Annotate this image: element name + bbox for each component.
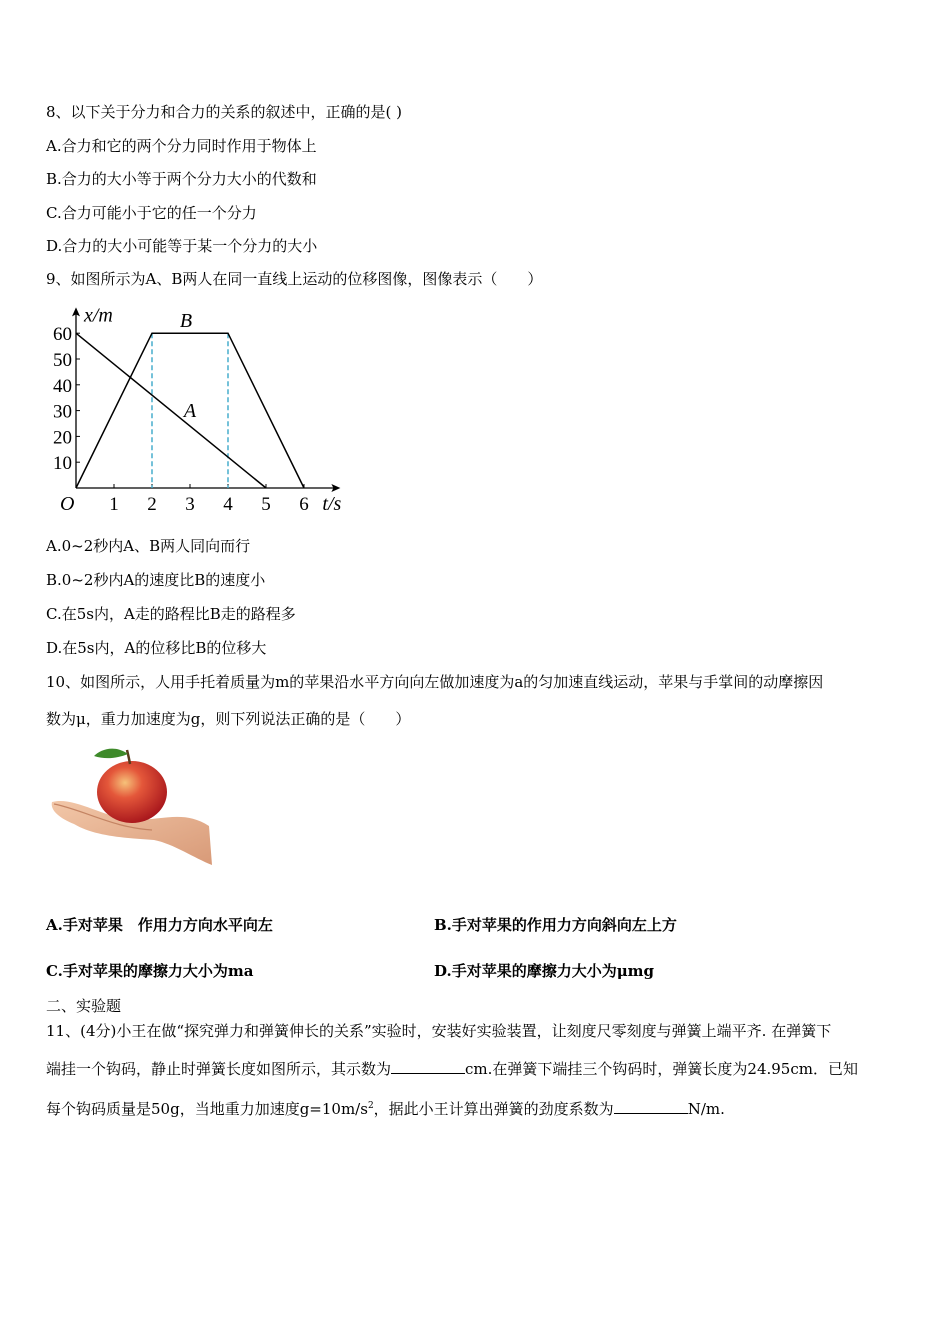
q10-option-b: B.手对苹果的作用力方向斜向左上方 <box>434 916 677 934</box>
series-line-a <box>76 333 266 488</box>
graph-axes <box>72 307 340 492</box>
q8-option-b: B.合力的大小等于两个分力大小的代数和 <box>46 170 317 188</box>
q9-option-d: D.在5s内，A的位移比B的位移大 <box>46 639 267 657</box>
q11-line2-part1: 端挂一个钩码，静止时弹簧长度如图所示，其示数为 <box>46 1060 392 1078</box>
q9-option-b: B.0~2秒内A的速度比B的速度小 <box>46 571 266 589</box>
displacement-time-graph <box>40 300 360 520</box>
q11-line3-part2: ，据此小王计算出弹簧的劲度系数为 <box>373 1100 614 1118</box>
q10-option-c: C.手对苹果的摩擦力大小为ma <box>46 962 254 980</box>
q10-option-d: D.手对苹果的摩擦力大小为μmg <box>434 962 655 980</box>
answer-blank-stiffness[interactable] <box>614 1099 688 1114</box>
x-tick-label: 4 <box>223 494 233 515</box>
answer-blank-reading[interactable] <box>391 1059 465 1074</box>
q11-line2-part2: cm.在弹簧下端挂三个钩码时，弹簧长度为24.95cm．已知 <box>465 1060 858 1078</box>
origin-label: O <box>60 493 75 515</box>
q11-line2 <box>46 1059 858 1079</box>
series-label-a: A <box>183 400 197 423</box>
y-tick-label: 40 <box>53 375 72 397</box>
graph-labels <box>60 304 342 515</box>
series-label-b: B <box>179 310 193 333</box>
x-tick-label: 3 <box>185 494 195 515</box>
q11-line3 <box>46 1096 725 1119</box>
q9-option-c: C.在5s内，A走的路程比B走的路程多 <box>46 605 296 623</box>
hand-holding-apple-image <box>44 740 214 870</box>
x-tick-label: 2 <box>147 494 157 515</box>
q10-stem-line2: 数为μ，重力加速度为g，则下列说法正确的是（ ） <box>46 710 411 728</box>
section-heading: 二、实验题 <box>46 997 122 1015</box>
y-tick-label: 10 <box>53 453 72 475</box>
q8-stem: 8、以下关于分力和合力的关系的叙述中，正确的是( ) <box>46 103 403 121</box>
y-axis-title: x/m <box>84 304 113 327</box>
y-tick-label: 20 <box>53 427 72 449</box>
q11-line3-part1: 每个钩码质量是50g，当地重力加速度g=10m/s <box>46 1100 368 1118</box>
q8-option-d: D.合力的大小可能等于某一个分力的大小 <box>46 237 318 255</box>
q11-line3-part3: N/m. <box>687 1100 725 1118</box>
q11-line1: 11、(4分)小王在做“探究弹力和弹簧伸长的关系”实验时，安装好实验装置，让刻度尺零刻度与弹簧上端平齐. 在弹簧下 <box>46 1022 832 1040</box>
q10-stem-line1: 10、如图所示，人用手托着质量为m的苹果沿水平方向向左做加速度为a的匀加速直线运动，苹果与手掌间的动摩擦因 <box>46 673 824 691</box>
x-tick-label: 6 <box>299 494 309 515</box>
x-tick-label: 5 <box>261 494 271 515</box>
q10-option-a: A.手对苹果 作用力方向水平向左 <box>46 916 273 934</box>
y-tick-label: 50 <box>53 350 72 371</box>
x-axis-title: t/s <box>322 493 342 515</box>
q11-superscript: 2 <box>367 1101 374 1111</box>
q9-stem: 9、如图所示为A、B两人在同一直线上运动的位移图像，图像表示（ ） <box>46 270 543 288</box>
q8-option-c: C.合力可能小于它的任一个分力 <box>46 204 257 222</box>
y-tick-label: 60 <box>53 324 72 346</box>
y-tick-label: 30 <box>53 401 72 423</box>
q8-option-a: A.合力和它的两个分力同时作用于物体上 <box>46 137 317 155</box>
x-tick-label: 1 <box>109 494 119 515</box>
q9-option-a: A.0~2秒内A、B两人同向而行 <box>46 537 251 555</box>
